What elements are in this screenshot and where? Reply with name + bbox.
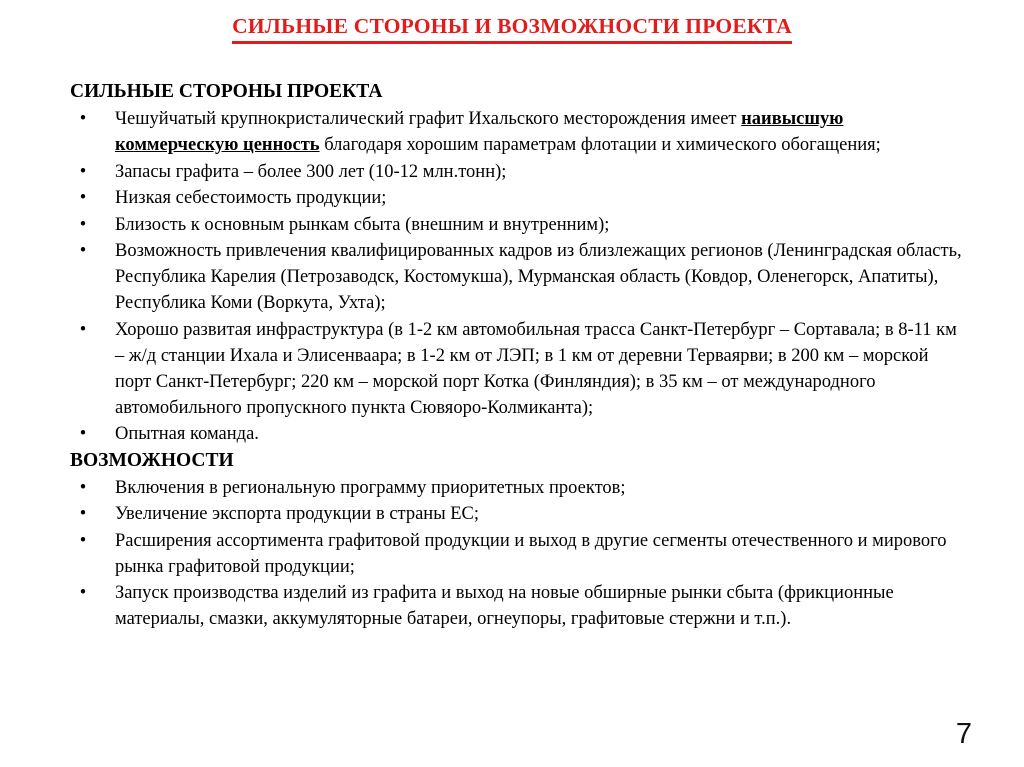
plain-text: Опытная команда. (115, 424, 259, 444)
bullet-item (70, 159, 966, 185)
plain-text: Запуск производства изделий из графита и выход на новые обширные рынки сбыта (фрикционные материалы, смазки, аккумуляторные батареи, огнеупоры, графитовые стержни и т.п.). (115, 583, 894, 629)
bullet-item (70, 528, 966, 580)
bullet-marker-icon: • (79, 504, 87, 524)
slide-title (0, 14, 1024, 44)
bullet-list-strengths (70, 106, 966, 447)
bullet-marker-icon: • (79, 109, 87, 129)
bullet-marker-icon: • (79, 319, 87, 340)
bullet-item (70, 317, 966, 421)
bullet-marker-icon: • (79, 188, 87, 208)
bullet-item-text (115, 501, 966, 527)
plain-text: Близость к основным рынкам сбыта (внешним и внутренним); (115, 214, 610, 235)
bullet-item-text (115, 421, 966, 447)
bullet-marker-icon: • (79, 241, 87, 261)
plain-text: Расширения ассортимента графитовой продукции и выход в другие сегменты отечественного и мирового рынка графитовой продукции; (115, 530, 947, 577)
emphasized-text: наивысшую коммерческую ценность (115, 109, 844, 155)
plain-text: Увеличение экспорта продукции в страны ЕС; (115, 504, 480, 524)
page-number: 7 (955, 718, 972, 750)
bullet-item (70, 238, 966, 316)
bullet-marker-icon: • (79, 583, 87, 603)
bullet-marker-icon: • (79, 530, 87, 551)
bullet-marker-icon: • (79, 214, 87, 235)
section-heading-strengths: СИЛЬНЫЕ СТОРОНЫ ПРОЕКТА (70, 81, 383, 102)
plain-text: Включения в региональную программу приоритетных проектов; (115, 477, 626, 498)
bullet-item (70, 475, 966, 501)
plain-text: благодаря хорошим параметрам флотации и химического обогащения; (319, 135, 881, 155)
bullet-marker-icon: • (79, 424, 87, 444)
section-heading-opportunities: ВОЗМОЖНОСТИ (70, 449, 234, 471)
bullet-item (70, 106, 966, 158)
bullet-item-text (115, 317, 966, 421)
bullet-item (70, 580, 966, 632)
plain-text: Запасы графита – более 300 лет (10-12 млн.тонн); (115, 161, 507, 182)
bullet-item-text (115, 212, 966, 238)
plain-text: Возможность привлечения квалифицированных кадров из близлежащих регионов (Ленинградская область, Республика Карелия (Петрозаводск, Костомукша), Мурманская область (Ковдор, Оленегорск, Апатиты), Республика Коми (Воркута, Ухта); (115, 241, 962, 313)
bullet-item (70, 421, 966, 447)
bullet-marker-icon: • (79, 477, 87, 498)
bullet-item (70, 212, 966, 238)
slide-title-text: СИЛЬНЫЕ СТОРОНЫ И ВОЗМОЖНОСТИ ПРОЕКТА (232, 14, 792, 44)
plain-text: Хорошо развитая инфраструктура (в 1-2 км автомобильная трасса Санкт-Петербург – Сортавала; в 8-11 км – ж/д станции Ихала и Элисенваара; в 1-2 км от ЛЭП; в 1 км от деревни Терваярви; в 200 км – морской порт Санкт-Петербург; 220 км – морской порт Котка (Финляндия); в 35 км – от международного автомобильного пропускного пункта Сювяоро-Колмиканта); (115, 319, 957, 418)
bullet-item-text (115, 580, 966, 632)
bullet-item (70, 185, 966, 211)
slide-body (70, 79, 966, 633)
plain-text: Чешуйчатый крупнокристалический графит Ихальского месторождения имеет (115, 109, 742, 129)
bullet-marker-icon: • (79, 161, 87, 182)
bullet-item-text (115, 159, 966, 185)
bullet-item-text (115, 238, 966, 316)
bullet-item (70, 501, 966, 527)
bullet-item-text (115, 106, 966, 158)
bullet-item-text (115, 528, 966, 580)
bullet-list-opportunities (70, 475, 966, 633)
bullet-item-text (115, 475, 966, 501)
plain-text: Низкая себестоимость продукции; (115, 188, 387, 208)
bullet-item-text (115, 185, 966, 211)
